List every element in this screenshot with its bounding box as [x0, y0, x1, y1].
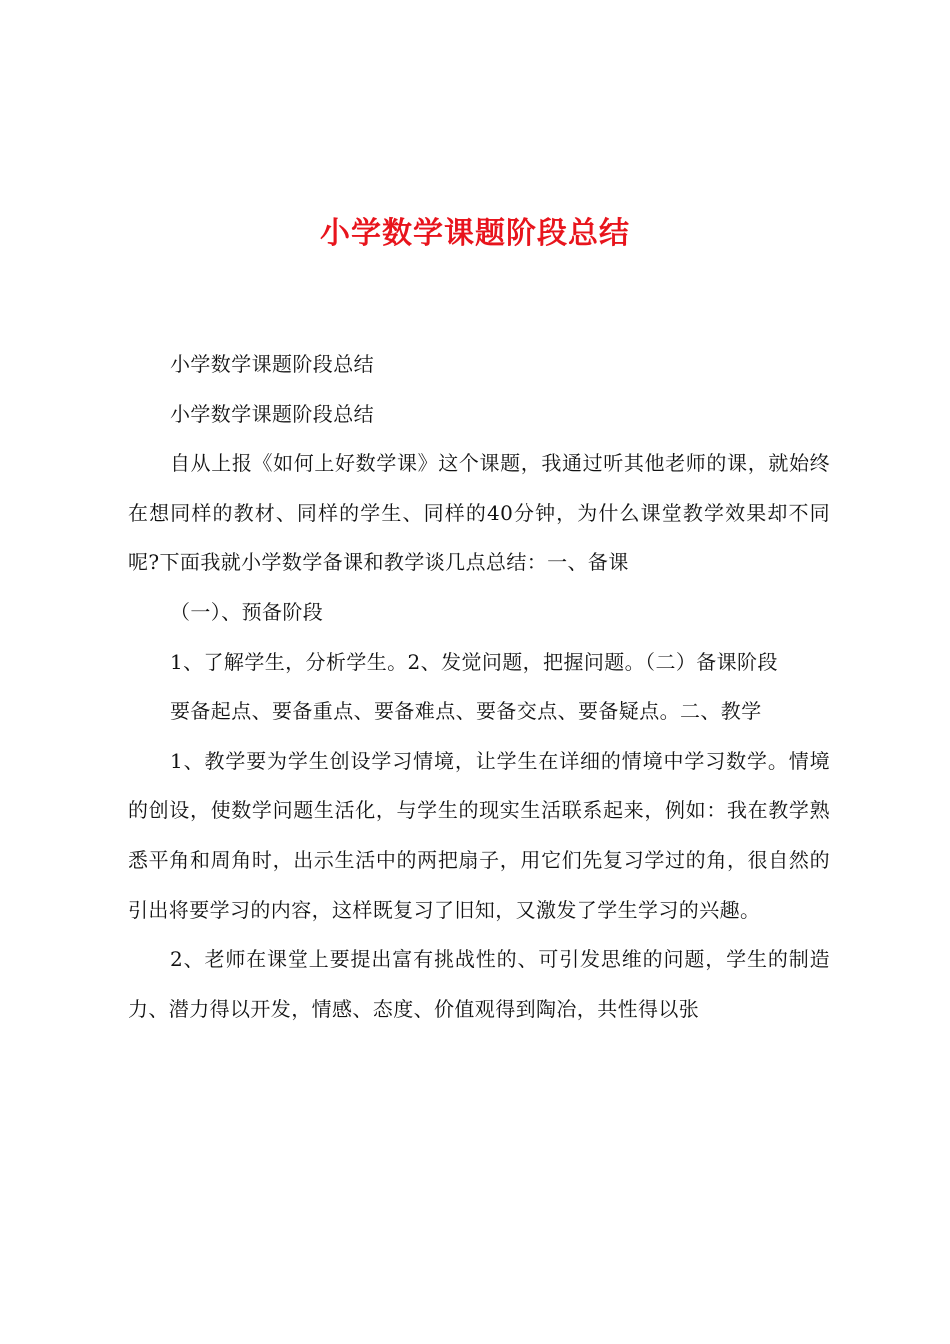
paragraph-teaching-2: 2、老师在课堂上要提出富有挑战性的、可引发思维的问题，学生的制造力、潜力得以开发，情感、态度、价值观得到陶冶，共性得以张: [128, 947, 830, 1021]
paragraph-subtitle-1: 小学数学课题阶段总结: [170, 352, 374, 376]
paragraph-prepare-points: 1、了解学生，分析学生。2、发觉问题，把握问题。（二）备课阶段: [170, 649, 778, 674]
paragraph-intro: 自从上报《如何上好数学课》这个课题，我通过听其他老师的课，就始终在想同样的教材、同样的学生、同样的40分钟，为什么课堂教学效果却不同呢?下面我就小学数学备课和教学谈几点总结：一、备课: [128, 451, 830, 575]
paragraph-subtitle-2: 小学数学课题阶段总结: [170, 401, 374, 426]
document-body: [128, 340, 830, 1034]
paragraph-teaching-1: 1、教学要为学生创设学习情境，让学生在详细的情境中学习数学。情境的创设，使数学问题生活化，与学生的现实生活联系起来，例如：我在教学熟悉平角和周角时，出示生活中的两把扇子，用它们先复习学过的角，很自然的引出将要学习的内容，这样既复习了旧知，又激发了学生学习的兴趣。: [128, 748, 830, 922]
page-title: 小学数学课题阶段总结: [320, 216, 630, 251]
paragraph-section-prepare: （一）、预备阶段: [170, 599, 324, 624]
paragraph-key-points: 要备起点、要备重点、要备难点、要备交点、要备疑点。二、教学: [170, 699, 762, 724]
